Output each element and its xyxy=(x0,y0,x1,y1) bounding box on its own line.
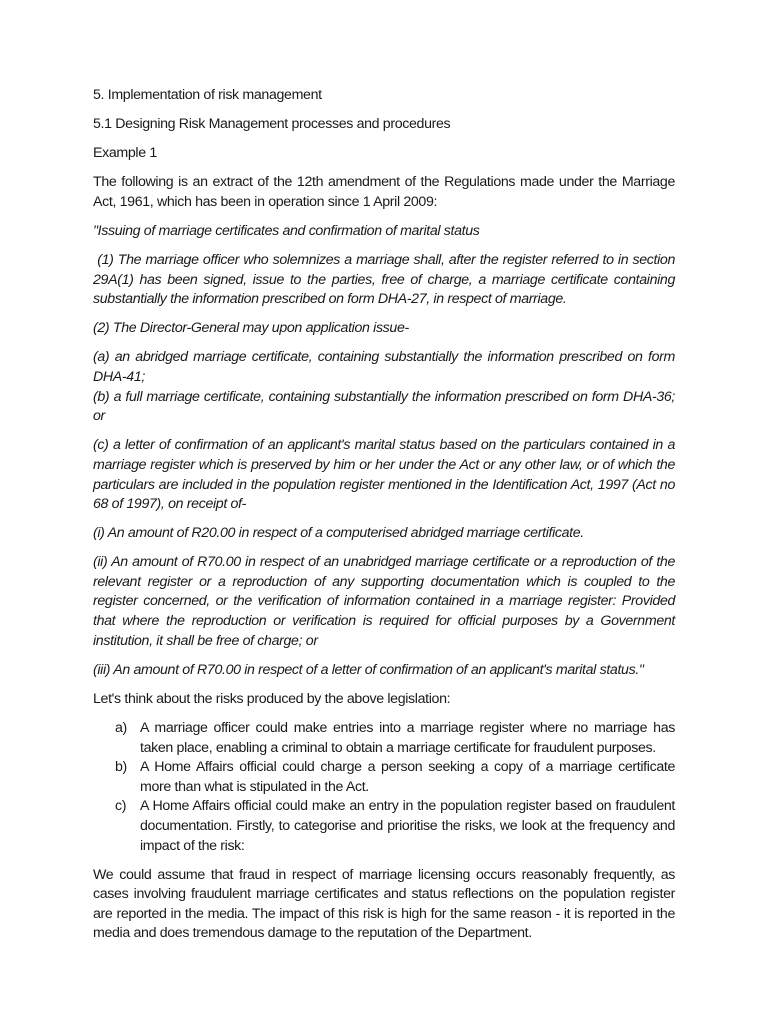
risks-lead: Let's think about the risks produced by the above legislation: xyxy=(93,690,451,707)
list-item xyxy=(93,797,675,856)
list-marker: b) xyxy=(115,759,127,776)
extract-clause-2a: (a) an abridged marriage certificate, containing substantially the information prescribed on form DHA-41; xyxy=(93,349,675,386)
intro-paragraph: The following is an extract of the 12th amendment of the Regulations made under the Marriage Act, 1961, which has been in operation since 1 April 2009: xyxy=(93,174,675,210)
list-marker: a) xyxy=(115,719,127,736)
list-item-text: A Home Affairs official could make an entry in the population register based on fraudulent documentation. Firstly, to categorise and prioritise the risks, we look at the frequency and impact of the risk: xyxy=(140,798,675,854)
document-page xyxy=(93,86,679,953)
extract-fee-2: (ii) An amount of R70.00 in respect of an unabridged marriage certificate or a reproduction of the relevant register or a reproduction of any supporting documentation which is coupled to the register concerned, or the verification of information contained in a marriage register: Provided that where the reproduction or verification is required for official purposes by a Government institution, it shall be free of charge; or xyxy=(93,554,675,649)
list-marker: c) xyxy=(115,798,127,815)
extract-fee-3: (iii) An amount of R70.00 in respect of a letter of confirmation of an applicant's marital status." xyxy=(93,661,644,678)
section-subheading: 5.1 Designing Risk Management processes and procedures xyxy=(93,116,451,133)
extract-clause-1: (1) The marriage officer who solemnizes a marriage shall, after the register referred to in section 29A(1) has been signed, issue to the parties, free of charge, a marriage certificate containing substantially the information prescribed on form DHA-27, in respect of marriage. xyxy=(93,252,679,308)
list-item-text: A Home Affairs official could charge a person seeking a copy of a marriage certificate more than what is stipulated in the Act. xyxy=(140,759,675,795)
extract-title: "Issuing of marriage certificates and confirmation of marital status xyxy=(93,222,480,239)
extract-clause-2b: (b) a full marriage certificate, containing substantially the information prescribed on form DHA-36; or xyxy=(93,388,675,425)
list-item xyxy=(93,758,675,797)
extract-clause-2c: (c) a letter of confirmation of an applicant's marital status based on the particulars contained in a marriage register which is preserved by him or her under the Act or any other law, or of which the particulars are included in the population register mentioned in the Identification Act, 1997 (Act no 68 of 1997), on receipt of- xyxy=(93,437,675,513)
risk-list xyxy=(93,719,675,856)
section-heading: 5. Implementation of risk management xyxy=(93,87,322,103)
list-item-text: A marriage officer could make entries into a marriage register where no marriage has taken place, enabling a criminal to obtain a marriage certificate for fraudulent purposes. xyxy=(140,719,675,756)
conclusion-paragraph: We could assume that fraud in respect of marriage licensing occurs reasonably frequently, as cases involving fraudulent marriage certificates and status reflections on the population register are reported in the media. The impact of this risk is high for the same reason - it is reported in the media and does tremendous damage to the reputation of the Department. xyxy=(93,866,675,942)
extract-clause-2: (2) The Director-General may upon application issue- xyxy=(93,320,409,337)
list-item xyxy=(93,719,675,758)
example-label: Example 1 xyxy=(93,145,157,162)
extract-fee-1: (i) An amount of R20.00 in respect of a computerised abridged marriage certificate. xyxy=(93,525,584,542)
